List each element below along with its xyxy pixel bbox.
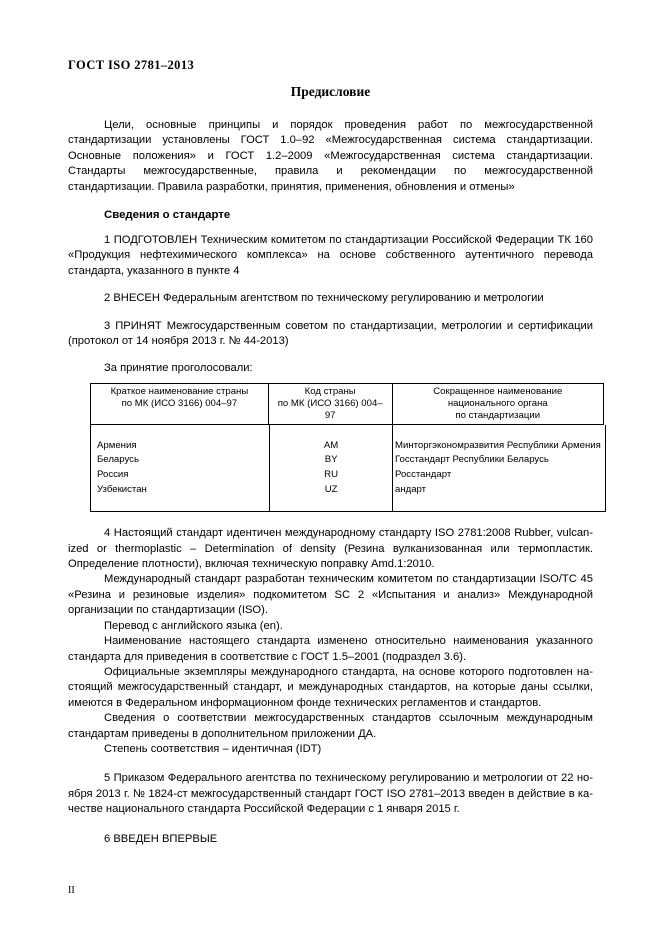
paragraph-item-5: 5 Приказом Федерального агентства по техническому регулированию и метрологии от 22 ноября 2013 г. № 1824-ст межгосударственный стандарт ГОСТ ISO 2781–2013 введен в действие в качестве национального стандарта Российской Федерации с 1 января 2015 г. [68, 772, 593, 816]
column-header-country-line1: Краткое наименование страны [110, 385, 249, 397]
cell-code: UZ [270, 483, 393, 498]
cell-org: Госстандарт Республики Беларусь [394, 454, 549, 466]
cell-org: андарт [394, 483, 427, 495]
cell-org: Росстандарт [394, 469, 452, 481]
table-spacer-row [91, 497, 605, 511]
column-header-code [268, 383, 392, 424]
cell-code: BY [270, 453, 393, 468]
column-header-org-line3: по стандартизации [455, 409, 541, 421]
column-header-country-line2: по МК (ИСО 3166) 004–97 [121, 397, 238, 409]
column-header-org-line1: Сокращенное наименование [433, 385, 563, 397]
column-header-org-line2: национального органа [447, 397, 548, 409]
vote-table-body [90, 425, 606, 512]
cell-country: Узбекистан [91, 483, 270, 498]
cell-country: Армения [91, 439, 270, 454]
table-row [91, 439, 605, 454]
table-row [91, 468, 605, 483]
vote-rows-table [91, 425, 605, 511]
paragraph-purpose: Цели, основные принципы и порядок проведения работ по межгосударственной стандартизации установлены ГОСТ 1.0–92 «Межгосударственная система стандартизации. Основные положения» и ГОСТ 1.2–2009 «Межгосударственная система стандартизации. Стандарты межгосударственные, правила и рекомендации по межгосударственной стандартизации. Правила разработки, принятия, применения, обновления и отмены» [68, 119, 593, 193]
paragraph-conformity-info: Сведения о соответствии межгосударственных стандартов ссылочным международным стандартам приведены в дополнительном приложении ДА. [68, 712, 593, 740]
paragraph-item-2: 2 ВНЕСЕН Федеральным агентством по техническому регулированию и метрологии [104, 292, 544, 305]
section-heading-standard-info: Сведения о стандарте [104, 209, 231, 222]
paragraph-conformity-degree: Степень соответствия – идентичная (IDT) [104, 742, 322, 755]
table-spacer-row [91, 425, 605, 439]
standard-header: ГОСТ ISO 2781–2013 [68, 58, 195, 72]
vote-table-header [90, 383, 604, 425]
page-title: Предисловие [290, 84, 371, 99]
cell-code: RU [270, 468, 393, 483]
paragraph-official-copies: Официальные экземпляры международного стандарта, на основе которого подготовлен настоящий межгосударственный стандарт, и международных стандартов, на которые даны ссылки, имеются в Федеральном информационном фонде технических регламентов и стандартов. [68, 665, 593, 709]
cell-org: Минторгэкономразвития Республики Армения [394, 439, 601, 451]
column-header-country [91, 383, 269, 424]
paragraph-item-4: 4 Настоящий стандарт идентичен международному стандарту ISO 2781:2008 Rubber, vulcanized or thermoplastic – Determination of density (Резина вулканизованная или термопластик. Определение плотности), включая техническую поправку Amd.1:2010. [68, 527, 593, 571]
paragraph-item-6: 6 ВВЕДЕН ВПЕРВЫЕ [104, 832, 218, 845]
paragraph-translation: Перевод с английского языка (en). [104, 619, 283, 632]
column-header-code-line2: по МК (ИСО 3166) 004–97 [277, 397, 383, 421]
column-header-code-line1: Код страны [304, 385, 356, 397]
paragraph-vote-intro: За принятие проголосовали: [104, 362, 253, 375]
cell-country: Беларусь [91, 453, 270, 468]
column-header-org [392, 383, 603, 424]
paragraph-iso-tc: Международный стандарт разработан техническим комитетом по стандартизации ISO/TC 45 «Резина и резиновые изделия» подкомитетом SC 2 «Испытания и анализ» Международной организации по стандартизации (ISO). [68, 573, 593, 617]
document-content [68, 84, 601, 847]
table-row [91, 483, 605, 498]
cell-country: Россия [91, 468, 270, 483]
table-header-row [91, 383, 604, 424]
paragraph-item-1: 1 ПОДГОТОВЛЕН Техническим комитетом по стандартизации Российской Федерации ТК 160 «Продукция нефтехимического комплекса» на основе собственного аутентичного перевода стандарта, указанного в пункте 4 [68, 234, 593, 277]
paragraph-name-change: Наименование настоящего стандарта изменено относительно наименования указанного стандарта для приведения в соответствие с ГОСТ 1.5–2001 (подраздел 3.6). [68, 635, 593, 663]
table-row [91, 453, 605, 468]
page-number: II [68, 885, 75, 896]
paragraph-item-3: 3 ПРИНЯТ Межгосударственным советом по стандартизации, метрологии и сертификации (протокол от 14 ноября 2013 г. № 44-2013) [68, 319, 593, 348]
cell-code: AM [270, 439, 393, 454]
